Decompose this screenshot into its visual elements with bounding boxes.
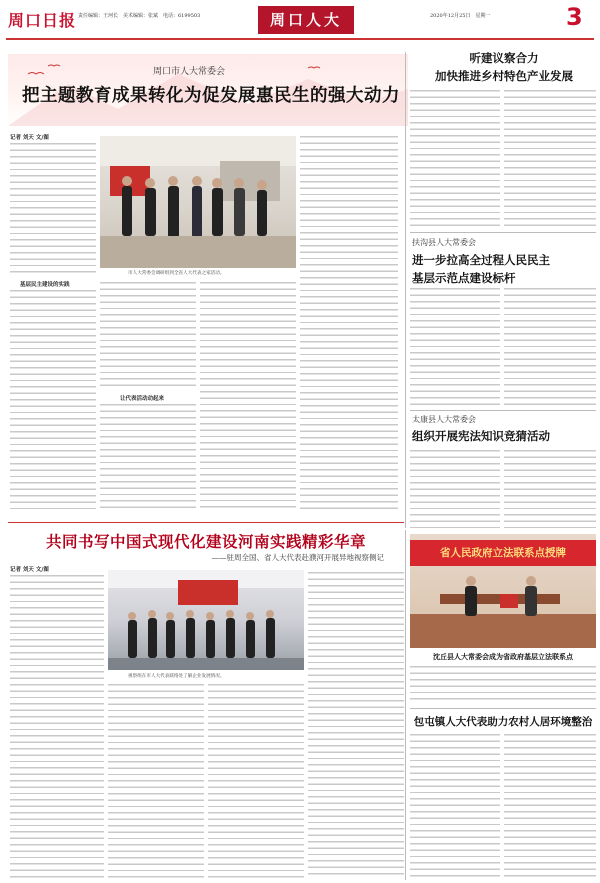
newspaper-logo: 周口日报 — [8, 11, 77, 30]
mid-story-photo-caption: 视察组在市人大代表联络处了解企业发展情况。 — [128, 674, 225, 679]
right-story-2-headline — [412, 252, 598, 286]
right-story-1-column-2 — [504, 88, 596, 228]
page-number: 3 — [566, 3, 583, 31]
mid-story-headline: 共同书写中国式现代化建设河南实践精彩华章 — [45, 532, 366, 551]
masthead-meta: 责任编辑：王珂长 美术编辑：张斌 电话：6199503 — [78, 13, 201, 19]
right-story-1-headline-line1: 听建议察合力 — [469, 51, 539, 65]
top-story-subhead-2: 让代表活动动起来 — [120, 396, 165, 402]
right-story-2-column-2 — [504, 286, 596, 406]
top-story-column-1 — [10, 141, 96, 276]
masthead — [0, 0, 600, 48]
banner-photo-text — [410, 664, 596, 704]
banner-photo — [410, 534, 596, 648]
banner-photo-caption: 沈丘县人大常委会成为省政府基层立法联系点 — [433, 652, 573, 661]
mid-story-column-4 — [308, 570, 404, 878]
right-story-2-headline-line1: 进一步拉高全过程人民民主 — [412, 253, 550, 267]
right-story-3-headline: 组织开展宪法知识竞猜活动 — [412, 429, 550, 443]
mid-story-column-3 — [208, 682, 304, 878]
right-story-1-column-1 — [410, 88, 500, 228]
right-story-3-column-1 — [410, 448, 500, 528]
mid-story-column-1 — [10, 573, 104, 878]
mid-story-column-2 — [108, 682, 204, 878]
right-story-1-headline — [410, 50, 598, 84]
top-story-column-2 — [100, 280, 196, 390]
issue-date: 2020年12月25日 星期一 — [430, 13, 491, 19]
top-story-kicker: 周口市人大常委会 — [153, 67, 226, 77]
mid-story-byline: 记者 刘天 文/图 — [10, 567, 49, 573]
right-story-1-headline-line2: 加快推进乡村特色产业发展 — [435, 69, 573, 83]
top-story-column-2b — [100, 402, 196, 510]
right-story-2-column-1 — [410, 286, 500, 406]
banner-text: 省人民政府立法联系点授牌 — [440, 547, 566, 559]
top-story-subhead-1: 基层民主建设的实践 — [20, 282, 70, 288]
top-story-photo — [100, 136, 296, 268]
section-label: 周口人大 — [258, 6, 354, 34]
top-story-column-4 — [300, 134, 398, 510]
mid-story-photo — [108, 570, 304, 670]
top-story-banner — [8, 54, 408, 126]
top-story-column-3 — [200, 280, 296, 510]
mid-story-subhead: ——驻周全国、省人大代表赴濮河开展异地视察侧记 — [211, 553, 384, 562]
right-story-3-column-2 — [504, 448, 596, 528]
right-story-3-kicker: 太康县人大常委会 — [412, 415, 476, 424]
top-story-photo-caption: 市人大常委会调研组到全省人大代表之家活动。 — [128, 271, 225, 276]
top-story-byline: 记者 刘天 文/图 — [10, 135, 49, 141]
right-story-2-kicker: 扶沟县人大常委会 — [412, 238, 476, 247]
right-story-2-headline-line2: 基层示范点建设标杆 — [412, 271, 516, 285]
bottom-right-column-2 — [504, 732, 596, 878]
top-story-headline: 把主题教育成果转化为促发展惠民生的强大动力 — [22, 86, 400, 106]
bottom-right-column-1 — [410, 732, 500, 878]
top-story-column-1b — [10, 288, 96, 510]
bottom-right-headline: 包屯镇人大代表助力农村人居环境整治 — [413, 716, 593, 728]
